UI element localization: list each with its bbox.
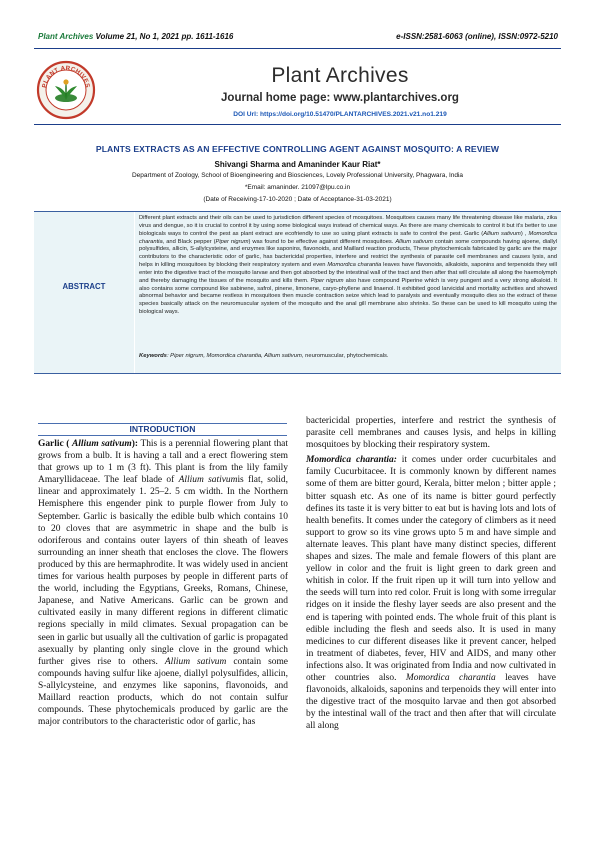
volume-pages: Volume 21, No 1, 2021 pp. 1611-1616 — [93, 32, 234, 41]
abstract-box — [34, 211, 561, 374]
masthead-title: Plant Archives — [271, 64, 409, 87]
affiliation: Department of Zoology, School of Bioengineering and Biosciences, Lovely Professional University, Phagwara, India — [131, 172, 464, 179]
keywords: Keywords: Piper nigrum, Momordica charantia, Allium sativum, neuromuscular, phytochemicals. — [139, 353, 389, 359]
doi-link[interactable]: DOI Url: https://doi.org/10.51470/PLANTARCHIVES.2021.v21.no1.219 — [233, 111, 447, 118]
keywords-label: Keywords — [139, 353, 167, 359]
svg-text:PLANT ARCHIVES: PLANT ARCHIVES — [41, 64, 91, 89]
author-list: Shivangi Sharma and Amaninder Kaur Riat* — [214, 160, 381, 169]
abstract-divider — [134, 212, 135, 373]
garlic-paragraph: Garlic ( Allium sativum): This is a perennial flowering plant that grows from a bulb. It is having a tall and a erect flowering stem that grows up to 1 m (3 ft). This plant is from the lily family Amaryllidaceae. The leaf blade of Allium sativumis flat, solid, linear and approximately 1. 25–2. 5 cm width. In the Northern Hemisphere this engender pink to purple flower from July to September. Garlic is basically the edible bulb which contains 10 to 20 cloves that are asymmetric in shape and the bulb is odoriferous and contains outer layers of thin sheath of leaves surrounding an inner sheath that encloses the clove. The flowers produced by this are hermaphrodite. It was widely used in ancient times for various health purposes by people in different parts of the world, including the Egyptians, Greeks, Romans, Chinese, Japanese, and Native Americans. Garlic can be grown and cultivated easily in many different regions in different climatic regions specially in mild climates. Sexual propagation can be seen in garlic but usually all the cultivation of garlic is propagated asexually by planting only single clove in the ground which further gives rise to others. Allium sativum contain some compounds having sulfur like ajoene, diallyl polysulfides, allicin, S-allylcysteine, and enzymes like saponins, flavonoids, and Maillard reaction products, which do not contain sulfur compounds. These phytochemicals produced by garlic are the major contributors to the characteristic odor of garlic, has — [38, 439, 288, 728]
corresponding-email[interactable]: *Email: amaninder. 21097@lpu.co.in — [244, 184, 351, 191]
journal-logo-icon — [36, 60, 96, 120]
right-column — [306, 415, 556, 732]
masthead-rule — [34, 124, 561, 125]
abstract-text: Different plant extracts and their oils can be used to jurisdiction different species of mosquitoes. Mosquitoes causes many life threatening disease like malaria, zika virus and dengue, so it is crucial to control it by using some biological ways instead of chemical ways. As there are many chemicals to control it but it's better to use biologicals ways to control the pest as plant extract are ecofriendly to use so using plant extracts is safe to control the pest. Garlic (Allium sativum) , Momordica charantia, and Black pepper (Piper nigrum) was found to be effective against different mosquitoes. Allium sativum contain some compounds having ajoene, diallyl polysulfides, allicin, S-allylcysteine, and enzymes like saponins, flavonoids, and Maillard reaction products, These phytochemicals fabricated by garlic are the major contributors to the characteristic odor of garlic, has bactericidal properties, interfere and restrict the synthesis of parasite cell membranes and causes lysis, and helps in killing mosquitoes by blocking their respiratory system and even Momordica charantia leaves have flavonoids, alkaloids, saponins and terpenoids they will enter into the digestive tract of the mosquito larvae and then got absorbed by the intestinal wall of the tract and then after that will circulate all along the haemolymph and thereby damaging the tissues of the mosquito and kills them. Piper nigrum also have compound Piperine which is very pungent and a very strong alkaloid. It also contains some compound like sabinene, safrol, pinene, limonene, caryo-phyllene and linaenol. It exhibited good larvicidal and mortality activities and showed abnormal behavior and became restless in mosquitoes then muscle contraction seize which lead to paralysis and eventually mosquito dies so the extract of these species basically attack on the neuromuscular system of the mosquito and the anal gill membrane also shrinks. So these can be used to kill mosquito using the biological ways. — [139, 215, 557, 316]
garlic-paragraph-continued: bactericidal properties, interfere and restrict the synthesis of parasite cell membranes and causes lysis, and helps in killing mosquitoes by blocking their respiratory system. — [306, 416, 556, 451]
article-dates: (Date of Receiving-17-10-2020 ; Date of Acceptance-31-03-2021) — [203, 196, 392, 203]
journal-citation — [38, 32, 233, 41]
momordica-paragraph: Momordica charantia: it comes under order cucurbitales and family Cucurbitacee. It is commonly known by different names some of them are bitter gourd, Kerala, bitter melon ; bitter apple ; bitter squash etc. As one of its name is bitter gourd perfectly defines its taste it is very bitter to eat but is having lots and lots of health benefits. It comes under the category of climbers as it need support to grow so its vine grows upto 5 m and have simple and alternate leaves. This plant have many distinct species, different shapes and sizes. The male and female flowers of this plant are yellow in color and the fruit is light green to dark green and whitish in color. If the fruit ripen up it will turn into yellow and the seeds will turn into red color. Fruit is long with some irregular ridges on it inside the fleshy layer seeds are also present and the end is tapering with pointed ends. The whole fruit of this plant is edible including the flesh and seeds also. It is used in many medicines to cur different diseases like it prevent cancer, helped in treatment of diabetes, fever, HIV and AIDS, and many other infections also. It was originated from India and now cultivated in other countries also. Momordica charantia leaves have flavonoids, alkaloids, saponins and terpenoids they will enter into the digestive tract of the mosquito larvae and then got absorbed by the intestinal wall of the tract and then after that will circulate all along — [306, 455, 556, 732]
journal-homepage[interactable]: Journal home page: www.plantarchives.org — [221, 92, 459, 104]
introduction-heading: INTRODUCTION — [38, 423, 287, 436]
abstract-label: ABSTRACT — [62, 282, 106, 291]
issn: e-ISSN:2581-6063 (online), ISSN:0972-5210 — [396, 32, 558, 41]
journal-name: Plant Archives — [38, 32, 94, 41]
header-rule — [34, 48, 561, 49]
running-head — [38, 32, 558, 44]
left-column — [38, 438, 288, 728]
article-title: PLANTS EXTRACTS AS AN EFFECTIVE CONTROLLING AGENT AGAINST MOSQUITO: A REVIEW — [95, 144, 500, 154]
